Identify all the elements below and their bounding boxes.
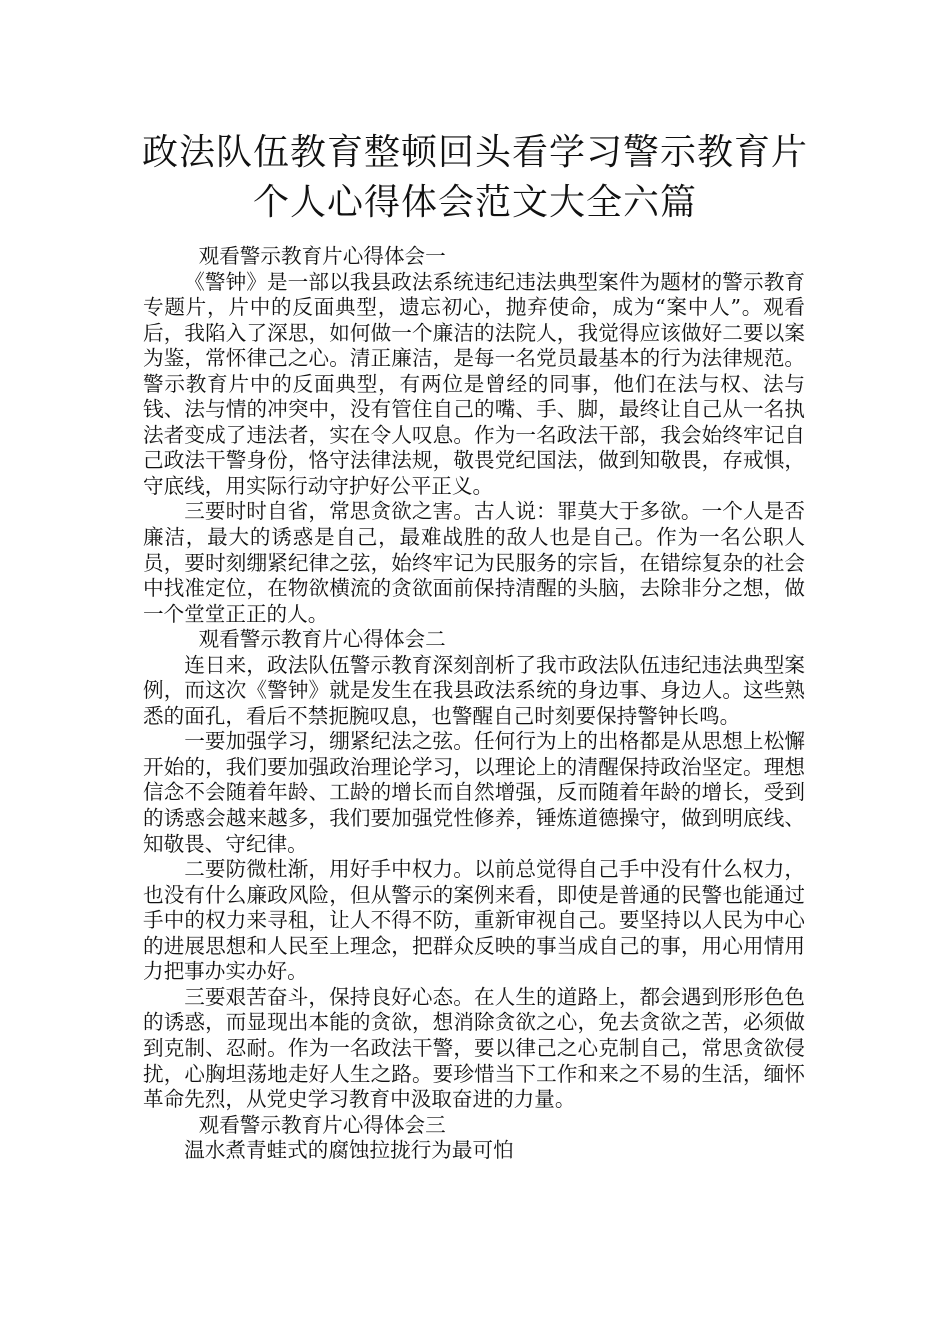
paragraph: 连日来，政法队伍警示教育深刻剖析了我市政法队伍违纪违法典型案例，而这次《警钟》就是发生在我县政法系统的身边事、身边人。这些熟悉的面孔，看后不禁扼腕叹息，也警醒自己时刻要保持警钟长鸣。: [143, 652, 805, 728]
paragraph: 二要防微杜渐，用好手中权力。以前总觉得自己手中没有什么权力，也没有什么廉政风险，但从警示的案例来看，即使是普通的民警也能通过手中的权力来寻租，让人不得不防，重新审视自己。要坚持以人民为中心的进展思想和人民至上理念，把群众反映的事当成自己的事，用心用情用力把事办实办好。: [143, 857, 805, 984]
paragraph: 三要时时自省，常思贪欲之害。古人说：罪莫大于多欲。一个人是否廉洁，最大的诱惑是自己，最难战胜的敌人也是自己。作为一名公职人员，要时刻绷紧纪律之弦，始终牢记为民服务的宗旨，在错综复杂的社会中找准定位，在物欲横流的贪欲面前保持清醒的头脑，去除非分之想，做一个堂堂正正的人。: [143, 499, 805, 626]
section-heading-2: 观看警示教育片心得体会二: [198, 627, 446, 652]
document-body: [143, 244, 805, 1164]
title-line-1: 政法队伍教育整顿回头看学习警示教育片: [141, 132, 808, 173]
title-line-2: 个人心得体会范文大全六篇: [252, 182, 697, 223]
paragraph: 温水煮青蛙式的腐蚀拉拢行为最可怕: [184, 1138, 514, 1163]
section-heading-3: 观看警示教育片心得体会三: [198, 1112, 446, 1137]
paragraph: 三要艰苦奋斗，保持良好心态。在人生的道路上，都会遇到形形色色的诱惑，而显现出本能的贪欲，想消除贪欲之心，免去贪欲之苦，必须做到克制、忍耐。作为一名政法干警，要以律己之心克制自己，常思贪欲侵扰，心胸坦荡地走好人生之路。要珍惜当下工作和来之不易的生活，缅怀革命先烈，从党史学习教育中汲取奋进的力量。: [143, 984, 805, 1112]
paragraph: 《警钟》是一部以我县政法系统违纪违法典型案件为题材的警示教育专题片，片中的反面典型，遗忘初心，抛弃使命，成为“案中人”。观看后，我陷入了深思，如何做一个廉洁的法院人，我觉得应该做好二要以案为鉴，常怀律己之心。清正廉洁，是每一名党员最基本的行为法律规范。 警示教育片中的反面典型，有两位是曾经的同事，他们在法与权、法与钱、法与情的冲突中，没有管住自己的嘴、手、脚，最终让自己从一名执法者变成了违法者，实在令人叹息。作为一名政法干部，我会始终牢记自己政法干警身份，恪守法律法规，敬畏党纪国法，做到知敬畏，存戒惧， 守底线，用实际行动守护好公平正义。: [143, 269, 805, 498]
document-title: [100, 128, 850, 228]
section-heading-1: 观看警示教育片心得体会一: [198, 244, 446, 268]
paragraph: 一要加强学习，绷紧纪法之弦。任何行为上的出格都是从思想上松懈开始的，我们要加强政治理论学习，以理论上的清醒保持政治坚定。理想信念不会随着年龄、工龄的增长而自然增强，反而随着年龄的增长，受到的诱惑会越来越多，我们要加强党性修养，锤炼道德操守，做到明底线、知敬畏、守纪律。: [143, 729, 805, 856]
